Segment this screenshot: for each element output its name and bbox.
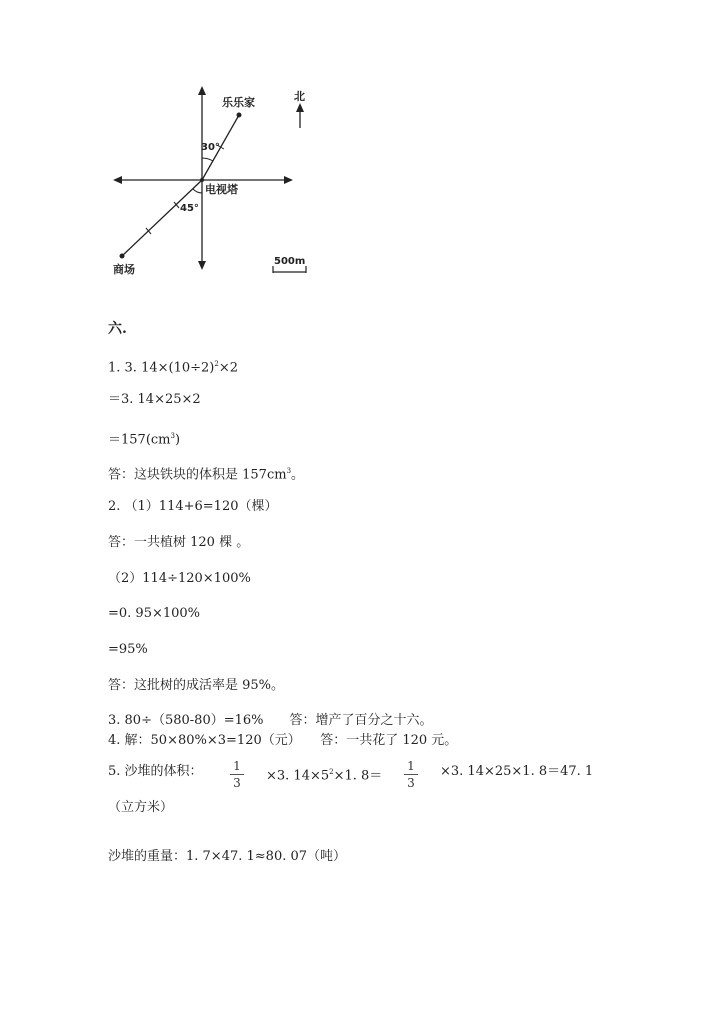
- label-mall: 商场: [113, 263, 135, 276]
- q2-part2: （2）114÷120×100%: [108, 571, 251, 586]
- q5-middle: ×3. $14\times 5^2\times 1$. 8＝: [266, 768, 383, 784]
- label-north: 北: [294, 90, 305, 103]
- q1-line2: ＝3. 14×25×2: [108, 392, 201, 407]
- angle-arc-45: [193, 189, 202, 193]
- section-title: 六.: [108, 321, 127, 337]
- angle-arc-30: [202, 158, 213, 161]
- horizontal-arrow-left: [113, 176, 122, 184]
- q2-answer2: 答：这批树的成活率是 95%。: [108, 678, 285, 693]
- horizontal-arrow-right: [284, 176, 293, 184]
- direction-diagram: [0, 0, 720, 290]
- q5-fraction-1: 1 3: [230, 759, 244, 790]
- q2-line2: =0. 95×100%: [108, 606, 201, 621]
- q2-line3: =95%: [108, 642, 148, 657]
- label-tower: 电视塔: [205, 183, 238, 196]
- q4-text: 4. 解：50×80%×3=120（元） 答：一共花了 120 元。: [108, 733, 458, 748]
- q2-answer1: 答：一共植树 120 棵 。: [108, 535, 250, 550]
- q1-line3: $=157(cm^3)$: [108, 432, 181, 448]
- q5-weight: 沙堆的重量：1. 7×47. 1≈80. 07（吨）: [108, 849, 347, 864]
- q5-prefix: 5. 沙堆的体积：: [108, 764, 203, 779]
- label-scale: 500m: [274, 256, 306, 267]
- q2-part1: 2. （1）114+6=120（棵）: [108, 499, 278, 514]
- label-angle-30: 30°: [201, 142, 220, 153]
- q1-line1: 1. 3. $14\times(10\div 2)^2\times 2$: [108, 360, 238, 376]
- lelejia-point: [237, 113, 242, 118]
- vertical-arrow-up: [198, 86, 206, 95]
- label-angle-45: 45°: [180, 203, 199, 214]
- q5-fraction-2: 1 3: [404, 759, 418, 790]
- q5-tail: ×3. 14×25×1. 8＝47. 1: [440, 764, 594, 779]
- q5-unit: （立方米）: [108, 800, 174, 815]
- vertical-arrow-down: [198, 261, 206, 270]
- north-arrow-icon: [296, 103, 304, 112]
- line-to-mall: [122, 180, 202, 256]
- q1-answer: 答：这块铁块的体积是 $157cm^3$。: [108, 467, 305, 483]
- label-lelejia: 乐乐家: [222, 96, 255, 109]
- mall-point: [120, 254, 125, 259]
- tower-point: [200, 178, 204, 182]
- q3-text: 3. 80÷（580-80）=16% 答：增产了百分之十六。: [108, 713, 433, 728]
